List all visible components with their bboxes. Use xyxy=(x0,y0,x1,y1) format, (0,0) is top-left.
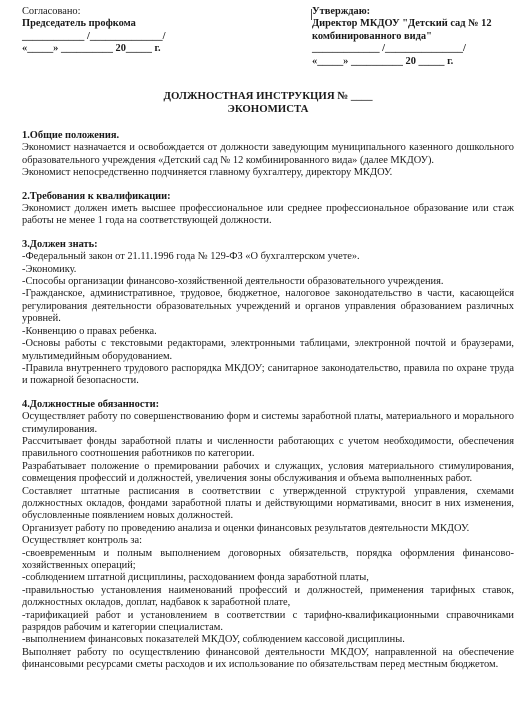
document-title xyxy=(22,90,514,116)
paragraph: Экономист назначается и освобождается от должности заведующим муниципального казенного дошкольного образовательного учреждения «Детский сад № 12 комбинированного вида» (далее МКДОУ). xyxy=(22,142,514,166)
list-item: -Экономику. xyxy=(22,263,77,275)
agreed-block xyxy=(22,6,242,56)
approved-role-line1: Директор МКДОУ "Детский сад № 12 xyxy=(312,18,492,30)
list-item: -тарификацией работ и установлением в соответствии с тарифно-квалификационными справочниками разрядов рабочим и категории специалистам. xyxy=(22,609,514,634)
approved-signature-line: _____________ /_______________/ xyxy=(312,43,466,55)
approved-role-line2: комбинированного вида" xyxy=(312,30,432,42)
agreed-signature-line: ____________ /______________/ xyxy=(22,30,166,42)
list-item: -Федеральный закон от 21.11.1996 года № 129-ФЗ «О бухгалтерском учете». xyxy=(22,251,360,263)
section-heading-knowledge: 3.Должен знать: xyxy=(22,238,98,250)
list-item: -Гражданское, административное, трудовое, бюджетное, налоговое законодательство в части, касающейся регулирования деятельности образовательных учреждений и органов управления образованием различных уровней. xyxy=(22,288,514,325)
approved-block xyxy=(312,6,528,68)
section-heading-qualification: 2.Требования к квалификации: xyxy=(22,190,171,202)
paragraph: Осуществляет контроль за: xyxy=(22,535,143,547)
list-item: -Правила внутреннего трудового распорядка МКДОУ; санитарное законодательство, правила по охране труда и пожарной безопасности. xyxy=(22,362,514,387)
list-item: -соблюдением штатной дисциплины, расходованием фонда заработной платы, xyxy=(22,572,369,584)
paragraph: Рассчитывает фонды заработной платы и численности работающих с учетом необходимости, обеспечения правильного соотношения работников по категории. xyxy=(22,435,514,460)
paragraph: Составляет штатные расписания в соответствии с утвержденной структурой управления, схемами должностных окладов, фондами заработной платы и действующими нормативами, вносит в них изменения, обусловленные появлением новых должностей. xyxy=(22,485,514,522)
paragraph: Осуществляет работу по совершенствованию форм и системы заработной платы, материального и морального стимулирования. xyxy=(22,411,514,435)
list-item: -выполнением финансовых показателей МКДОУ, соблюдением кассовой дисциплины. xyxy=(22,634,405,646)
list-item: -Способы организации финансово-хозяйственной деятельности образовательного учреждения. xyxy=(22,276,444,288)
paragraph: Экономист непосредственно подчиняется главному бухгалтеру, директору МКДОУ. xyxy=(22,167,393,179)
paragraph: Организует работу по проведению анализа и оценки финансовых результатов деятельности МКДОУ. xyxy=(22,522,470,534)
list-item: -Конвенцию о правах ребенка. xyxy=(22,325,157,337)
agreed-role: Председатель профкома xyxy=(22,18,136,30)
paragraph: Выполняет работу по осуществлению финансовой деятельности МКДОУ, направленной на обеспечение финансовыми ресурсами сметы расходов и их использование по обязательствам перед местным бюджетом. xyxy=(22,646,514,671)
section-heading-duties: 4.Должностные обязанности: xyxy=(22,398,160,410)
approved-date-line: «_____» __________ 20 _____ г. xyxy=(312,55,454,67)
section-heading-general: 1.Общие положения. xyxy=(22,130,120,141)
title-line-1: ДОЛЖНОСТНАЯ ИНСТРУКЦИЯ № ____ xyxy=(163,90,373,102)
paragraph: Разрабатывает положение о премировании рабочих и служащих, условия материального стимулирования, совмещения профессий и должностей, увеличения зоны обслуживания и объема выполненных работ. xyxy=(22,460,514,485)
list-item: -Основы работы с текстовыми редакторами, электронными таблицами, электронной почтой и браузерами, мультимедийным оборудованием. xyxy=(22,338,514,362)
list-item: -своевременным и полным выполнением договорных обязательств, порядка оформления финансово-хозяйственных операций; xyxy=(22,547,514,571)
title-line-2: ЭКОНОМИСТА xyxy=(227,103,309,115)
approved-label: Утверждаю: xyxy=(312,6,371,17)
list-item: -правильностью установления наименований профессий и должностей, применения тарифных ставок, должностных окладов, доплат, надбавок к заработной плате, xyxy=(22,584,514,609)
approval-header xyxy=(22,6,514,68)
agreed-date-line: «_____» __________ 20_____ г. xyxy=(22,43,161,55)
paragraph: Экономист должен иметь высшее профессиональное или среднее профессиональное образование или стаж работы не менее 1 года на соответствующей должности. xyxy=(22,203,514,227)
agreed-label: Согласовано: xyxy=(22,6,81,17)
